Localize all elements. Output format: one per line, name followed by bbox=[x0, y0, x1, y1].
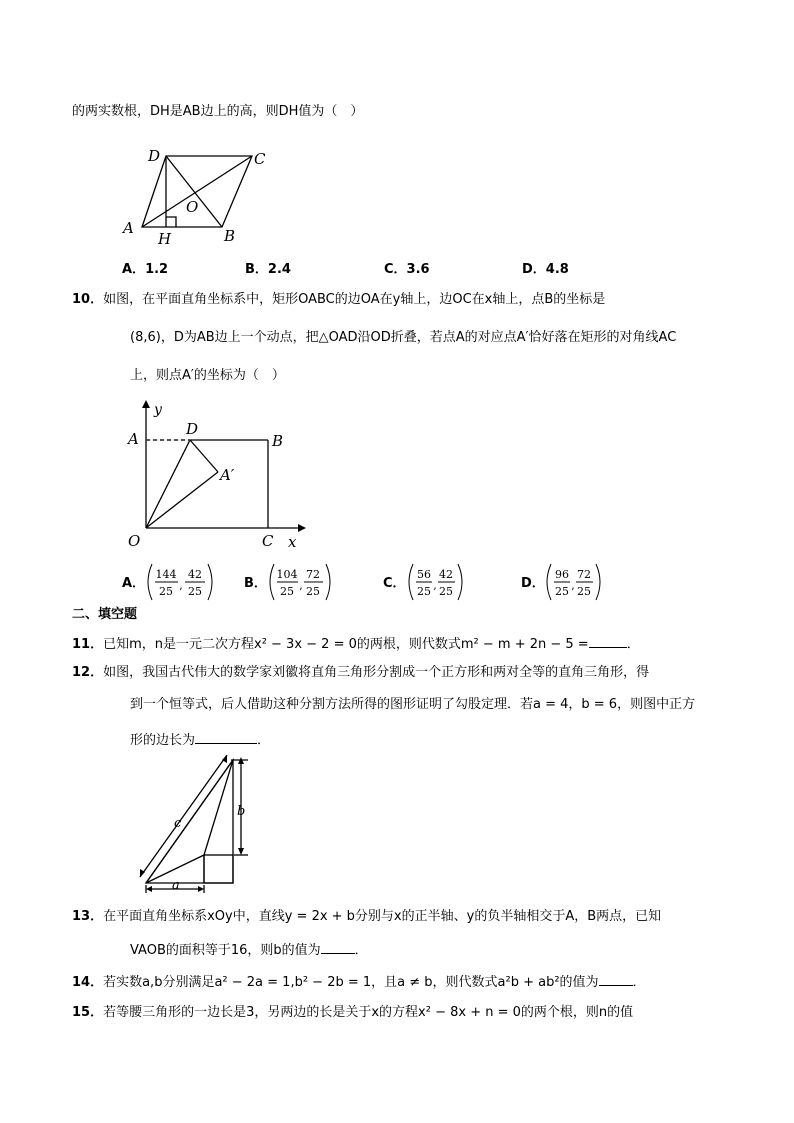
q14-answer-blank[interactable] bbox=[599, 971, 633, 986]
q13-line-2: VAOB的面积等于16，则b的值为 ． bbox=[130, 939, 368, 961]
q10-label-C: C bbox=[262, 532, 274, 550]
q12-dissection-figure bbox=[138, 755, 258, 900]
q9-label-D: D bbox=[148, 147, 161, 165]
q10-d-den1: 25 bbox=[555, 585, 569, 598]
q10-label-A: A bbox=[128, 430, 139, 448]
q10-line-1: 10．如图，在平面直角坐标系中，矩形OABC的边OA在y轴上，边OC在x轴上，点B的坐标是 bbox=[72, 292, 606, 307]
q10-b-num2: 72 bbox=[306, 568, 320, 581]
q9-label-B: B bbox=[224, 227, 236, 245]
q10-option-c-letter: C． bbox=[383, 576, 406, 591]
q13-line-1: 13．在平面直角坐标系xOy中，直线y = 2x + b分别与x的正半轴、y的负半轴相交于A，B两点，已知 bbox=[72, 909, 662, 924]
q10-rectangle-figure bbox=[120, 400, 310, 555]
q9-label-C: C bbox=[254, 150, 266, 168]
q9-label-A: A bbox=[123, 219, 134, 237]
q12-label-a: a bbox=[172, 878, 180, 893]
q10-label-y: y bbox=[154, 402, 162, 418]
q9-parallelogram-figure bbox=[120, 145, 280, 250]
q10-a-num1: 144 bbox=[155, 568, 177, 581]
q12-line-2: 到一个恒等式，后人借助这种分割方法所得的图形证明了勾股定理．若a = 4，b = 6，则图中正方 bbox=[130, 697, 696, 712]
q10-option-d-letter: D． bbox=[521, 576, 545, 591]
svg-text:,: , bbox=[299, 579, 303, 592]
svg-text:,: , bbox=[179, 579, 183, 592]
q10-label-O: O bbox=[128, 532, 141, 550]
q12-answer-blank[interactable] bbox=[195, 729, 257, 744]
q12-line-1: 12．如图，我国古代伟大的数学家刘徽将直角三角形分割成一个正方形和两对全等的直角三角形，得 bbox=[72, 665, 650, 680]
q10-label-x: x bbox=[288, 533, 297, 551]
q10-d-num2: 72 bbox=[577, 568, 591, 581]
section-fill-in-blank-heading: 二、填空题 bbox=[72, 607, 138, 622]
q9-option-a[interactable]: A．1.2 bbox=[122, 262, 169, 277]
q13-answer-blank[interactable] bbox=[321, 939, 355, 954]
q10-options bbox=[118, 560, 618, 604]
q11-answer-blank[interactable] bbox=[589, 633, 627, 648]
q10-c-den1: 25 bbox=[417, 585, 431, 598]
q9-label-O: O bbox=[186, 198, 199, 216]
q11-line: 11．已知m，n是一元二次方程x² − 3x − 2 = 0的两根，则代数式m² − m + 2n − 5 = ． bbox=[72, 633, 640, 655]
q9-option-c[interactable]: C．3.6 bbox=[384, 262, 430, 277]
q9-option-b[interactable]: B．2.4 bbox=[245, 262, 291, 277]
q10-c-den2: 25 bbox=[439, 585, 453, 598]
q9-option-d[interactable]: D．4.8 bbox=[522, 262, 569, 277]
q10-d-num1: 96 bbox=[555, 568, 569, 581]
q10-b-num1: 104 bbox=[276, 568, 298, 581]
q9-stem-tail: 的两实数根，DH是AB边上的高，则DH值为（ ） bbox=[72, 104, 364, 119]
q10-c-num2: 42 bbox=[439, 568, 453, 581]
q10-a-den2: 25 bbox=[188, 585, 202, 598]
q12-line-3: 形的边长为 ． bbox=[130, 729, 270, 751]
q10-label-D: D bbox=[186, 420, 199, 438]
q10-option-a-letter: A． bbox=[122, 576, 146, 591]
q15-line: 15．若等腰三角形的一边长是3，另两边的长是关于x的方程x² − 8x + n = 0的两个根，则n的值 bbox=[72, 1005, 634, 1020]
q10-line-3: 上，则点A′的坐标为（ ） bbox=[130, 368, 285, 383]
q10-b-den1: 25 bbox=[280, 585, 294, 598]
q10-line-2: (8,6)，D为AB边上一个动点，把△OAD沿OD折叠，若点A的对应点A′恰好落在矩形的对角线AC bbox=[130, 330, 677, 345]
q9-label-H: H bbox=[158, 230, 172, 248]
q10-b-den2: 25 bbox=[306, 585, 320, 598]
q14-line: 14．若实数a,b分别满足a² − 2a = 1,b² − 2b = 1，且a ≠ b，则代数式a²b + ab²的值为 ． bbox=[72, 971, 646, 993]
q10-a-den1: 25 bbox=[159, 585, 173, 598]
q12-label-b: b bbox=[237, 804, 246, 819]
q10-c-num1: 56 bbox=[417, 568, 431, 581]
q10-label-B: B bbox=[272, 432, 284, 450]
q12-label-c: c bbox=[174, 816, 182, 831]
q10-d-den2: 25 bbox=[577, 585, 591, 598]
svg-text:,: , bbox=[571, 579, 575, 592]
q10-option-b-letter: B． bbox=[244, 576, 267, 591]
q10-a-num2: 42 bbox=[188, 568, 202, 581]
q10-label-Aprime: A′ bbox=[220, 466, 235, 484]
svg-text:,: , bbox=[433, 579, 437, 592]
